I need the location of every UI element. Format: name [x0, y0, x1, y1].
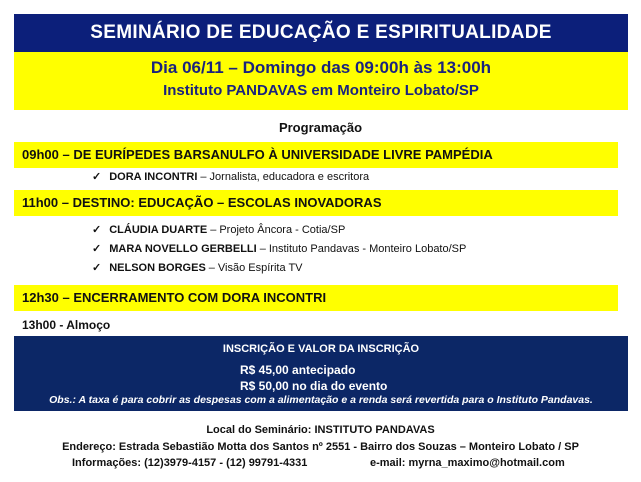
checkmark-icon: ✓ — [92, 262, 102, 274]
contact-email: e-mail: myrna_maximo@hotmail.com — [370, 457, 565, 469]
speaker-separator: – — [210, 223, 217, 236]
contact-phone: Informações: (12)3979-4157 - (12) 99791-4331 — [72, 457, 308, 469]
speaker-item — [92, 223, 345, 236]
speaker-separator: – — [208, 261, 215, 274]
lunch-time: 13h00 - Almoço — [22, 318, 111, 332]
speaker-description: Jornalista, educadora e escritora — [209, 170, 370, 183]
registration-note: Obs.: A taxa é para cobrir as despesas com a alimentação e a renda será revertida para o Instituto Pandavas. — [49, 394, 593, 406]
checkmark-icon: ✓ — [92, 224, 102, 236]
event-title: SEMINÁRIO DE EDUCAÇÃO E ESPIRITUALIDADE — [14, 14, 628, 52]
speaker-item — [92, 261, 303, 274]
price-event-day-label: no dia do evento — [292, 379, 388, 393]
speaker-name: DORA INCONTRI — [109, 170, 198, 183]
speaker-description: Visão Espírita TV — [217, 261, 303, 274]
date-venue-box — [14, 52, 628, 110]
speaker-name: CLÁUDIA DUARTE — [109, 223, 208, 236]
price-event-day — [240, 379, 387, 393]
price-event-day-amount: R$ 50,00 — [240, 379, 289, 393]
speaker-description: Instituto Pandavas - Monteiro Lobato/SP — [268, 242, 467, 255]
price-advance-amount: R$ 45,00 — [240, 363, 289, 377]
price-advance-label: antecipado — [292, 363, 356, 377]
event-venue: Instituto PANDAVAS em Monteiro Lobato/SP — [163, 82, 479, 99]
speaker-item — [92, 242, 466, 255]
speaker-separator: – — [259, 242, 266, 255]
session-2-title: 11h00 – DESTINO: EDUCAÇÃO – ESCOLAS INOVADORAS — [14, 190, 618, 216]
price-advance — [240, 363, 355, 377]
speaker-name: MARA NOVELLO GERBELLI — [109, 242, 257, 255]
speaker-item — [92, 170, 369, 183]
speaker-description: Projeto Âncora - Cotia/SP — [219, 223, 346, 236]
seminar-location: Local do Seminário: INSTITUTO PANDAVAS — [206, 424, 435, 436]
session-3-title: 12h30 – ENCERRAMENTO COM DORA INCONTRI — [14, 285, 618, 311]
registration-box — [14, 336, 628, 411]
event-date: Dia 06/11 – Domingo das 09:00h às 13:00h — [150, 58, 492, 77]
speaker-name: NELSON BORGES — [109, 261, 206, 274]
session-1-title: 09h00 – DE EURÍPEDES BARSANULFO À UNIVERSIDADE LIVRE PAMPÉDIA — [14, 142, 618, 168]
speaker-separator: – — [200, 170, 207, 183]
checkmark-icon: ✓ — [92, 243, 102, 255]
seminar-address: Endereço: Estrada Sebastião Motta dos Santos nº 2551 - Bairro dos Souzas – Monteiro Lobato / SP — [62, 441, 579, 453]
registration-title: INSCRIÇÃO E VALOR DA INSCRIÇÃO — [222, 343, 420, 355]
checkmark-icon: ✓ — [92, 171, 102, 183]
program-label: Programação — [278, 120, 363, 135]
